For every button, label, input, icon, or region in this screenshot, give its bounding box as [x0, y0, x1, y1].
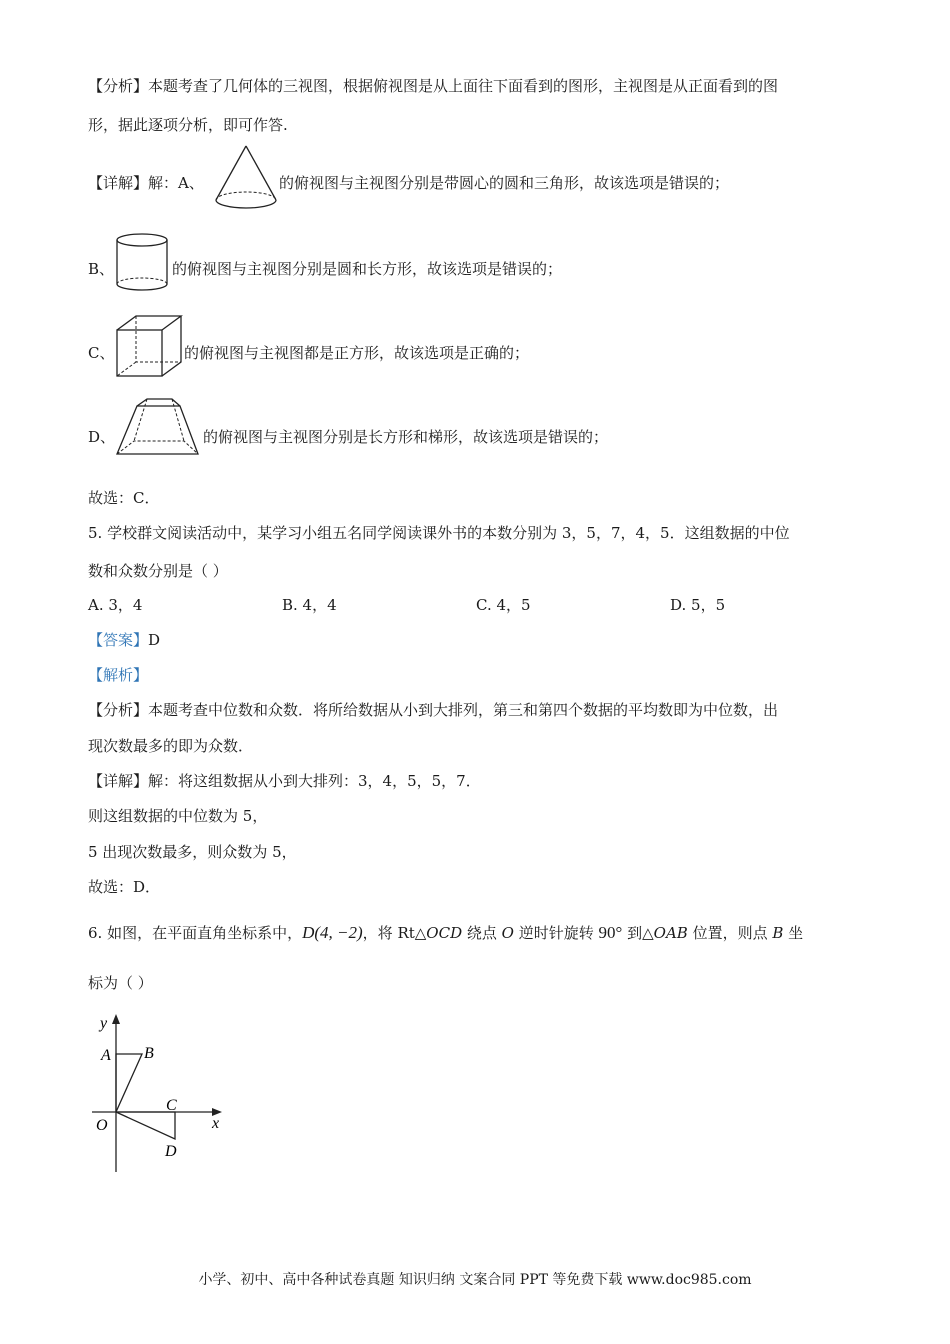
q6-text-mid1: ，将 Rt	[362, 924, 415, 942]
q6-point-b: B	[772, 924, 784, 942]
q6-text-pre: 6. 如图，在平面直角坐标系中，	[88, 924, 303, 942]
q5-option-a: A. 3，4	[88, 596, 143, 614]
detail-c-prefix: C、	[88, 344, 115, 362]
q5-analysis-1: 【分析】本题考查中位数和众数．将所给数据从小到大排列，第三和第四个数据的平均数即为中位数，出	[88, 701, 779, 719]
jiexi-tag: 【解析】	[88, 666, 149, 684]
q6-text-mid3: 逆时针旋转	[513, 924, 599, 942]
q5-detail-1: 【详解】解：将这组数据从小到大排列：3，4，5，5，7．	[88, 772, 481, 790]
q6-text-mid4: 到	[622, 924, 643, 942]
page-footer: 小学、初中、高中各种试卷真题 知识归纳 文案合同 PPT 等免费下载 www.doc985.com	[198, 1272, 752, 1288]
q6-text-mid5: 位置，则点	[687, 924, 773, 942]
cylinder-figure	[112, 230, 174, 298]
label-c: C	[166, 1097, 177, 1114]
cone-figure	[212, 142, 282, 217]
label-b: B	[144, 1045, 154, 1062]
answer-tag: 【答案】	[88, 631, 149, 649]
coordinate-figure	[88, 1010, 238, 1178]
detail-b-prefix: B、	[88, 260, 115, 278]
q6-triangle-ocd: △OCD	[414, 924, 463, 942]
q6-triangle-oab: △OAB	[642, 924, 688, 942]
detail-c-text: 的俯视图与主视图都是正方形，故该选项是正确的；	[184, 344, 530, 362]
label-x: x	[212, 1115, 220, 1132]
detail-d-prefix: D、	[88, 428, 116, 446]
detail-d-text: 的俯视图与主视图分别是长方形和梯形，故该选项是错误的；	[203, 428, 609, 446]
q5-option-c: C. 4，5	[476, 596, 531, 614]
label-y: y	[100, 1015, 108, 1032]
q5-detail-2: 则这组数据的中位数为 5，	[88, 807, 268, 825]
triangle-ocd-shape	[116, 1112, 175, 1139]
q6-stem-1	[88, 922, 803, 944]
q5-choice: 故选：D．	[88, 878, 161, 896]
label-d: D	[165, 1143, 177, 1160]
q5-answer-line	[88, 629, 160, 651]
analysis-line-2: 形，据此逐项分析，即可作答.	[88, 116, 288, 134]
q5-stem-1: 5. 学校群文阅读活动中，某学习小组五名同学阅读课外书的本数分别为 3，5，7，4，5．这组数据的中位	[88, 524, 790, 542]
answer-value: D	[148, 631, 161, 649]
label-a: A	[101, 1047, 111, 1064]
y-axis-arrow	[112, 1014, 120, 1024]
q5-option-b: B. 4，4	[282, 596, 337, 614]
cube-figure	[112, 312, 186, 382]
q6-text-mid6: 坐	[783, 924, 804, 942]
frustum-figure	[112, 396, 204, 464]
choice-q4: 故选：C．	[88, 489, 160, 507]
detail-a-text: 的俯视图与主视图分别是带圆心的圆和三角形，故该选项是错误的；	[279, 174, 730, 192]
q5-detail-3: 5 出现次数最多，则众数为 5，	[88, 843, 297, 861]
q6-angle: 90°	[598, 923, 623, 942]
q6-point-d: D(4, −2)	[302, 923, 363, 942]
label-o: O	[96, 1117, 108, 1134]
analysis-line-1: 【分析】本题考查了几何体的三视图，根据俯视图是从上面往下面看到的图形，主视图是从正面看到的图	[88, 77, 779, 95]
q6-point-o: O	[501, 924, 514, 942]
detail-a-prefix: 【详解】解：A、	[88, 174, 204, 192]
q6-text-mid2: 绕点	[462, 924, 502, 942]
q5-analysis-2: 现次数最多的即为众数．	[88, 737, 254, 755]
q6-stem-2: 标为（ ）	[88, 974, 153, 992]
q5-option-d: D. 5，5	[670, 596, 726, 614]
detail-b-text: 的俯视图与主视图分别是圆和长方形，故该选项是错误的；	[172, 260, 563, 278]
triangle-oab-shape	[116, 1054, 142, 1112]
q5-stem-2: 数和众数分别是（ ）	[88, 562, 228, 580]
